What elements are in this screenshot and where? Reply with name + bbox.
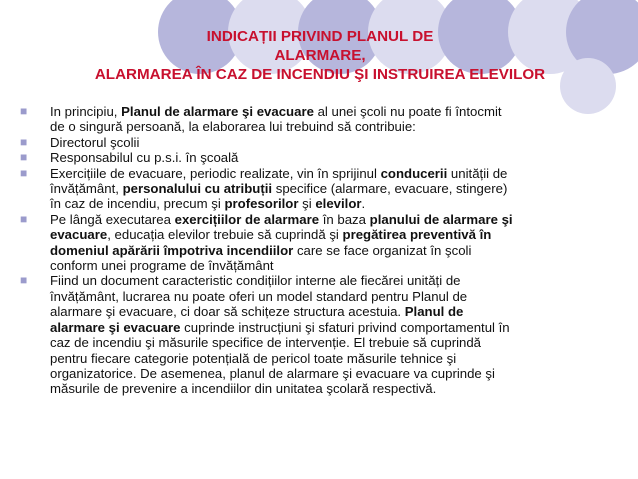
bullet-line <box>50 104 620 119</box>
text-segment: măsurile de prevenire a incendiilor din unitatea şcolară respectivă. <box>50 381 437 397</box>
square-bullet-icon: ■ <box>20 211 28 226</box>
bullet-line <box>50 212 620 227</box>
bold-text: Planul de alarmare şi evacuare <box>121 104 314 119</box>
text-segment: învățământ, <box>50 181 123 197</box>
bullet-line <box>50 381 620 396</box>
text-segment: Pe lângă executarea <box>50 211 175 227</box>
bullet-list <box>0 104 620 397</box>
bullet-line <box>50 289 620 304</box>
bold-text: alarmare şi evacuare <box>50 319 181 335</box>
bullet-line <box>50 273 620 288</box>
text-segment: Responsabilul cu p.s.i. în şcoală <box>50 150 239 166</box>
bullet-line <box>50 304 620 319</box>
bullet-item <box>0 273 620 396</box>
text-segment: specifice (alarmare, evacuare, stingere) <box>272 181 508 197</box>
bullet-line <box>50 366 620 381</box>
bullet-line <box>50 227 620 242</box>
bold-text: planului de alarmare şi <box>369 211 513 227</box>
text-segment: Exercițiile de evacuare, periodic realizate, vin în sprijinul <box>50 165 381 181</box>
bold-text: profesorilor <box>224 196 299 212</box>
text-segment: de o singură persoană, la elaborarea lui trebuind să contribuie: <box>50 119 416 135</box>
bullet-item <box>0 104 620 135</box>
title-line: ALARMARE, <box>274 47 366 64</box>
text-segment: şi <box>298 196 316 212</box>
square-bullet-icon: ■ <box>20 150 28 165</box>
text-segment: organizatorice. De asemenea, planul de alarmare şi evacuare va cuprinde şi <box>50 365 495 381</box>
bullet-item <box>0 212 620 274</box>
bullet-line <box>50 119 620 134</box>
bold-text: elevilor <box>315 196 362 212</box>
title-line: ALARMAREA ÎN CAZ DE INCENDIU ŞI INSTRUIREA ELEVILOR <box>94 66 546 83</box>
text-segment: învățământ, lucrarea nu poate oferi un model standard pentru Planul de <box>50 288 468 304</box>
bullet-line <box>50 243 620 258</box>
bold-text: pregătirea preventivă în <box>342 227 492 243</box>
bold-text: personalului cu atribuții <box>122 181 273 197</box>
bold-text: domeniul apărării împotriva incendiilor <box>50 242 294 258</box>
text-segment: pentru fiecare categorie potențială de pericol toate măsurile tehnice şi <box>50 350 457 366</box>
text-segment: al unei şcoli nu poate fi întocmit <box>313 104 502 119</box>
text-segment: în baza <box>319 211 370 227</box>
bullet-line <box>50 150 620 165</box>
bullet-line <box>50 135 620 150</box>
text-segment: alarmare şi evacuare, ci doar să schițeze structura acestuia. <box>50 304 405 320</box>
text-segment: caz de incendiu şi măsurile specifice de intervenție. El trebuie să cuprindă <box>50 335 482 351</box>
text-segment: Directorul şcolii <box>50 134 140 150</box>
square-bullet-icon: ■ <box>20 134 28 149</box>
bullet-line <box>50 166 620 181</box>
square-bullet-icon: ■ <box>20 165 28 180</box>
slide-title <box>20 27 620 84</box>
bullet-line <box>50 181 620 196</box>
text-segment: cuprinde instrucțiuni şi sfaturi privind comportamentul în <box>180 319 510 335</box>
text-segment: în caz de incendiu, precum şi <box>50 196 225 212</box>
bullet-item <box>0 135 620 150</box>
bullet-item <box>0 150 620 165</box>
bullet-line <box>50 335 620 350</box>
text-segment: . <box>361 196 366 212</box>
square-bullet-icon: ■ <box>20 273 28 288</box>
title-line: INDICAȚII PRIVIND PLANUL DE <box>206 28 434 45</box>
bold-text: evacuare <box>50 227 108 243</box>
bullet-line <box>50 196 620 211</box>
bold-text: Planul de <box>404 304 464 320</box>
bullet-line <box>50 320 620 335</box>
bullet-line <box>50 351 620 366</box>
text-segment: care se face organizat în şcoli <box>293 242 472 258</box>
text-segment: unității de <box>447 165 508 181</box>
text-segment: , educația elevilor trebuie să cuprindă şi <box>107 227 343 243</box>
bullet-item <box>0 166 620 212</box>
text-segment: Fiind un document caracteristic condițiilor interne ale fiecărei unități de <box>50 273 461 289</box>
text-segment: In principiu, <box>50 104 122 119</box>
square-bullet-icon: ■ <box>20 104 28 118</box>
bullet-line <box>50 258 620 273</box>
bold-text: exercițiilor de alarmare <box>174 211 320 227</box>
text-segment: conform unei programe de învățământ <box>50 258 274 274</box>
bold-text: conducerii <box>380 165 448 181</box>
